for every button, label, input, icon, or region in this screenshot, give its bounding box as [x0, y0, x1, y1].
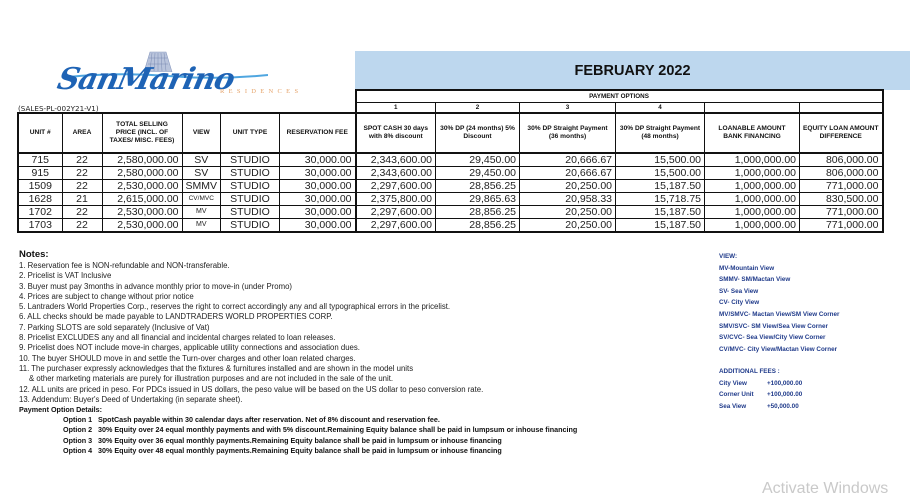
dp24-cell: 29,450.00 — [436, 167, 520, 180]
col-total-price: TOTAL SELLING PRICE (INCL. OF TAXES/ MISC. FEES) — [102, 113, 182, 153]
option-number-3: 3 — [520, 102, 616, 113]
unit-cell: 1702 — [18, 206, 62, 219]
payment-options-label: PAYMENT OPTIONS — [356, 90, 883, 102]
price-cell: 2,615,000.00 — [102, 193, 182, 206]
view-legend-item: SMV/SVC- SM View/Sea View Corner — [719, 322, 828, 330]
month-title: FEBRUARY 2022 — [574, 62, 691, 79]
price-cell: 2,580,000.00 — [102, 167, 182, 180]
col-equity: EQUITY LOAN AMOUNT DIFFERENCE — [800, 113, 883, 153]
note-item: 8. Pricelist EXCLUDES any and all financial and incidental charges related to loan releases. — [19, 333, 336, 343]
view-legend-item: SV- Sea View — [719, 287, 759, 295]
reservation-fee-cell: 30,000.00 — [280, 167, 356, 180]
additional-fee-item — [719, 389, 802, 401]
fee-name: Sea View — [719, 402, 747, 410]
dp24-cell: 28,856.25 — [436, 180, 520, 193]
dp48-cell: 15,187.50 — [616, 206, 705, 219]
dp36-cell: 20,250.00 — [520, 180, 616, 193]
notes-section — [19, 249, 709, 456]
note-item: 6. ALL checks should be made payable to LANDTRADERS WORLD PROPERTIES CORP. — [19, 312, 333, 322]
payment-option-detail — [19, 415, 709, 425]
option-number-blank-1 — [705, 102, 800, 113]
view-cell: SV — [182, 153, 221, 167]
note-item: 11. The purchaser expressly acknowledges that the fixtures & furnitures installed and are shown in the model units — [19, 363, 414, 373]
price-cell: 2,580,000.00 — [102, 153, 182, 167]
price-cell: 2,530,000.00 — [102, 206, 182, 219]
spot-cash-cell: 2,297,600.00 — [356, 180, 436, 193]
view-legend — [719, 251, 840, 355]
payment-option-label: Option 2 — [63, 425, 93, 435]
note-item: 10. The buyer SHOULD move in and settle the Turn-over charges and other loan related charges. — [19, 353, 356, 363]
view-legend-item: CV- City View — [719, 299, 760, 307]
table-row — [18, 167, 883, 180]
activate-windows-watermark: Activate Windows — [762, 480, 889, 495]
dp36-cell: 20,958.33 — [520, 193, 616, 206]
price-cell: 2,530,000.00 — [102, 180, 182, 193]
view-cell: MV — [182, 219, 221, 233]
equity-cell: 830,500.00 — [800, 193, 883, 206]
notes-title: Notes: — [19, 249, 49, 260]
col-dp48: 30% DP Straight Payment (48 months) — [616, 113, 705, 153]
fee-name: Corner Unit — [719, 391, 754, 399]
dp48-cell: 15,500.00 — [616, 167, 705, 180]
col-spot-cash: SPOT CASH 30 days with 8% discount — [356, 113, 436, 153]
fee-amount: +100,000.00 — [767, 379, 803, 387]
price-cell: 2,530,000.00 — [102, 219, 182, 233]
logo-subtitle: RESIDENCES — [220, 88, 303, 95]
reservation-fee-cell: 30,000.00 — [280, 219, 356, 233]
payment-option-text: 30% Equity over 48 equal monthly payments.Remaining Equity balance shall be paid in lumpsum or inhouse financing — [98, 446, 502, 456]
dp48-cell: 15,187.50 — [616, 180, 705, 193]
view-cell: CV/MVC — [182, 193, 221, 206]
unit-type-cell: STUDIO — [221, 206, 280, 219]
col-dp24: 30% DP (24 months) 5% Discount — [436, 113, 520, 153]
dp48-cell: 15,187.50 — [616, 219, 705, 233]
payment-details-title: Payment Option Details: — [19, 405, 103, 415]
note-item: 5. Lantraders World Properties Corp., reserves the right to correct accordingly any and all typographical errors in the pricelist. — [19, 302, 451, 312]
unit-cell: 715 — [18, 153, 62, 167]
dp48-cell: 15,718.75 — [616, 193, 705, 206]
col-dp36: 30% DP Straight Payment (36 months) — [520, 113, 616, 153]
col-unit-type: UNIT TYPE — [221, 113, 280, 153]
payment-option-text: 30% Equity over 24 equal monthly payments and with 5% discount.Remaining Equity balance shall be paid in lumpsum or inhouse financing — [98, 425, 578, 435]
note-item: 2. Pricelist is VAT Inclusive — [19, 271, 112, 281]
dp36-cell: 20,666.67 — [520, 153, 616, 167]
additional-fee-item — [719, 401, 802, 413]
spot-cash-cell: 2,297,600.00 — [356, 206, 436, 219]
view-legend-item: MV-Mountain View — [719, 264, 775, 272]
reservation-fee-cell: 30,000.00 — [280, 180, 356, 193]
area-cell: 22 — [62, 167, 102, 180]
note-item: 4. Prices are subject to change without prior notice — [19, 291, 194, 301]
fee-amount: +100,000.00 — [767, 391, 803, 399]
view-legend-item: CV/MVC- City View/Mactan View Corner — [719, 345, 838, 353]
option-number-row — [18, 102, 883, 113]
dp36-cell: 20,250.00 — [520, 206, 616, 219]
view-cell: MV — [182, 206, 221, 219]
unit-type-cell: STUDIO — [221, 167, 280, 180]
note-item: 3. Buyer must pay 3months in advance monthly prior to move-in (under Promo) — [19, 281, 293, 291]
area-cell: 22 — [62, 180, 102, 193]
reservation-fee-cell: 30,000.00 — [280, 153, 356, 167]
payment-option-label: Option 4 — [63, 446, 93, 456]
view-legend-item: MV/SMVC- Mactan View/SM View Corner — [719, 310, 840, 318]
dp48-cell: 15,500.00 — [616, 153, 705, 167]
unit-cell: 915 — [18, 167, 62, 180]
note-item: 9. Pricelist does NOT include move-in charges, applicable utility connections and association dues. — [19, 343, 360, 353]
option-number-2: 2 — [436, 102, 520, 113]
payment-option-text: SpotCash payable within 30 calendar days after reservation. Net of 8% discount and reservation fee. — [98, 415, 440, 425]
equity-cell: 771,000.00 — [800, 206, 883, 219]
option-number-4: 4 — [616, 102, 705, 113]
dp24-cell: 28,856.25 — [436, 206, 520, 219]
col-view: VIEW — [182, 113, 221, 153]
table-row — [18, 193, 883, 206]
note-item: 13. Addendum: Buyer's Deed of Undertaking (in separate sheet). — [19, 394, 243, 404]
unit-type-cell: STUDIO — [221, 153, 280, 167]
col-loanable: LOANABLE AMOUNT BANK FINANCING — [705, 113, 800, 153]
col-area: AREA — [62, 113, 102, 153]
loanable-cell: 1,000,000.00 — [705, 219, 800, 233]
dp24-cell: 29,865.63 — [436, 193, 520, 206]
additional-fees-title: ADDITIONAL FEES : — [719, 368, 780, 375]
fee-name: City View — [719, 379, 747, 387]
view-legend-item: SMMV- SM/Mactan View — [719, 276, 791, 284]
payment-option-text: 30% Equity over 36 equal monthly payments.Remaining Equity balance shall be paid in lumpsum or inhouse financing — [98, 435, 502, 445]
view-cell: SV — [182, 167, 221, 180]
view-legend-title: VIEW: — [719, 253, 738, 260]
payment-option-label: Option 1 — [63, 415, 93, 425]
logo-brand: SanMarino — [54, 62, 238, 97]
loanable-cell: 1,000,000.00 — [705, 206, 800, 219]
view-cell: SMMV — [182, 180, 221, 193]
payment-option-detail — [19, 436, 709, 446]
payment-options-header-row — [18, 90, 883, 102]
unit-cell: 1703 — [18, 219, 62, 233]
col-unit: UNIT # — [18, 113, 62, 153]
equity-cell: 771,000.00 — [800, 180, 883, 193]
option-number-blank-2 — [800, 102, 883, 113]
spot-cash-cell: 2,297,600.00 — [356, 219, 436, 233]
unit-type-cell: STUDIO — [221, 193, 280, 206]
fee-amount: +50,000.00 — [767, 402, 799, 410]
dp24-cell: 29,450.00 — [436, 153, 520, 167]
loanable-cell: 1,000,000.00 — [705, 180, 800, 193]
area-cell: 22 — [62, 206, 102, 219]
equity-cell: 806,000.00 — [800, 153, 883, 167]
column-header-row — [18, 113, 883, 153]
spot-cash-cell: 2,375,800.00 — [356, 193, 436, 206]
option-number-1: 1 — [356, 102, 436, 113]
area-cell: 22 — [62, 219, 102, 233]
spot-cash-cell: 2,343,600.00 — [356, 153, 436, 167]
additional-fees — [719, 366, 802, 412]
unit-cell: 1628 — [18, 193, 62, 206]
area-cell: 22 — [62, 153, 102, 167]
equity-cell: 806,000.00 — [800, 167, 883, 180]
unit-type-cell: STUDIO — [221, 219, 280, 233]
note-item: & other marketing materials are purely for illustration purposes and are not included in the sale of the unit. — [29, 374, 394, 384]
reservation-fee-cell: 30,000.00 — [280, 206, 356, 219]
col-reservation-fee: RESERVATION FEE — [280, 113, 356, 153]
note-item: 1. Reservation fee is NON-refundable and NON-transferable. — [19, 261, 230, 270]
table-row — [18, 206, 883, 219]
note-item: 12. ALL units are priced in peso. For PDCs issued in US dollars, the peso value will be based on the US dollar to peso conversion rate. — [19, 384, 484, 394]
table-row — [18, 153, 883, 167]
loanable-cell: 1,000,000.00 — [705, 167, 800, 180]
note-item: 7. Parking SLOTS are sold separately (Inclusive of Vat) — [19, 322, 210, 332]
additional-fee-item — [719, 378, 802, 390]
dp24-cell: 28,856.25 — [436, 219, 520, 233]
document-code: (SALES-PL-002Y21-V1) — [18, 104, 99, 113]
dp36-cell: 20,250.00 — [520, 219, 616, 233]
loanable-cell: 1,000,000.00 — [705, 193, 800, 206]
table-row — [18, 180, 883, 193]
unit-type-cell: STUDIO — [221, 180, 280, 193]
price-table — [17, 89, 884, 233]
view-legend-item: SV/CVC- Sea View/City View Corner — [719, 334, 826, 342]
dp36-cell: 20,666.67 — [520, 167, 616, 180]
equity-cell: 771,000.00 — [800, 219, 883, 233]
area-cell: 21 — [62, 193, 102, 206]
month-banner — [355, 51, 910, 90]
payment-option-detail — [19, 425, 709, 435]
table-row — [18, 219, 883, 233]
payment-option-detail — [19, 446, 709, 456]
unit-cell: 1509 — [18, 180, 62, 193]
reservation-fee-cell: 30,000.00 — [280, 193, 356, 206]
loanable-cell: 1,000,000.00 — [705, 153, 800, 167]
spot-cash-cell: 2,343,600.00 — [356, 167, 436, 180]
payment-option-label: Option 3 — [63, 435, 93, 445]
